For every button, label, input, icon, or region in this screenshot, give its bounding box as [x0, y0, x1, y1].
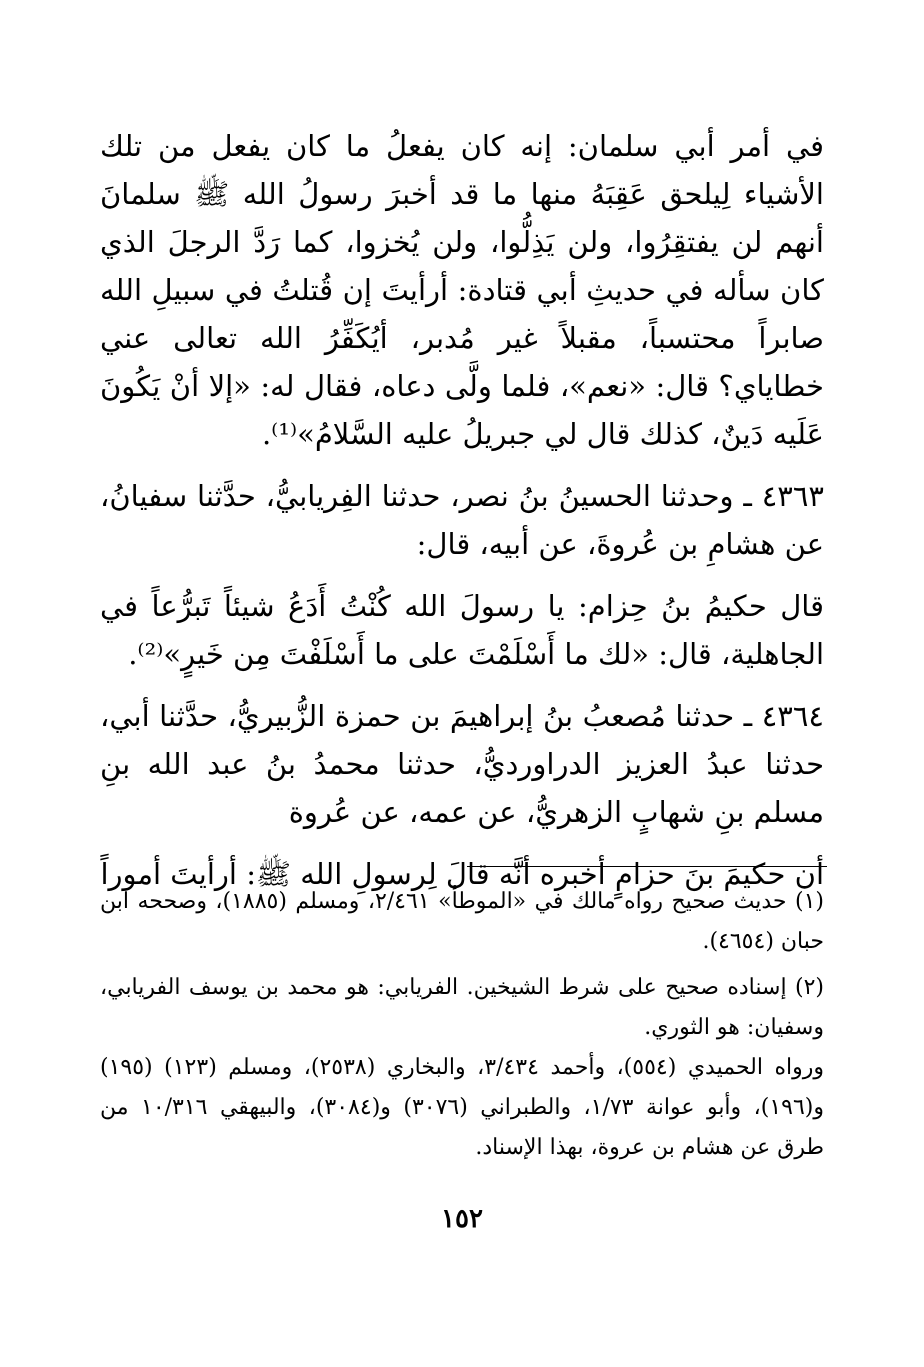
footnote-divider — [467, 866, 827, 867]
footnote-2-continuation: ورواه الحميدي (٥٥٤)، وأحمد ٣/٤٣٤، والبخاري (٢٥٣٨)، ومسلم (١٢٣) (١٩٥) و(١٩٦)، وأبو عوانة ١/٧٣، والطبراني (٣٠٧٦) و(٣٠٨٤)، والبيهقي ١٠/٣١٦ من طرق عن هشام بن عروة، بهذا الإسناد. — [100, 1055, 824, 1160]
paragraph-hadith-4363-isnad: ٤٣٦٣ ـ وحدثنا الحسينُ بنُ نصر، حدثنا الفِريابيُّ، حدَّثنا سفيانُ، عن هشامِ بن عُروةَ، عن أبيه، قال: — [100, 479, 824, 561]
footnotes — [100, 882, 824, 1174]
paragraph-hadith-4364-isnad: ٤٣٦٤ ـ حدثنا مُصعبُ بنُ إبراهيمَ بن حمزة الزُّبيريُّ، حدَّثنا أبي، حدثنا عبدُ العزيز الدراورديُّ، حدثنا محمدُ بنُ عبد الله بنِ مسلم بنِ شهابٍ الزهريُّ، عن عمه، عن عُروة — [100, 699, 824, 829]
main-text — [100, 122, 824, 908]
footnote-2: (٢) إسناده صحيح على شرط الشيخين. الفريابي: هو محمد بن يوسف الفريابي، وسفيان: هو الثوري. — [100, 975, 824, 1040]
paragraph-abu-salman: في أمر أبي سلمان: إنه كان يفعلُ ما كان يفعل من تلك الأشياء لِيلحق عَقِبَهُ منها ما قد أخبرَ رسولُ الله ﷺ سلمانَ أنهم لن يفتقِرُوا، ولن يَذِلُّوا، ولن يُخزوا، كما رَدَّ الرجلَ الذي كان سأله في حديثِ أبي قتادة: أرأيتَ إن قُتلتُ في سبيلِ الله صابراً محتسباً، مقبلاً غير مُدبر، أيُكَفِّرُ الله تعالى عني خطاياي؟ قال: «نعم»، فلما ولَّى دعاه، فقال له: «إلا أنْ يَكُونَ عَلَيه دَينٌ، كذلك قال لي جبريلُ عليه السَّلامُ»⁽¹⁾. — [100, 129, 824, 451]
paragraph-hadith-4363-matn: قال حكيمُ بنُ حِزام: يا رسولَ الله كُنْتُ أَدَعُ شيئاً تَبرُّعاً في الجاهلية، قال: «لك ما أَسْلَمْتَ على ما أَسْلَفْتَ مِن خَيرٍ»⁽²⁾. — [100, 589, 824, 671]
page-number: ١٥٢ — [441, 1204, 483, 1234]
paragraph-hadith-4364-matn: أن حكيمَ بنَ حزامٍ أخبره أنَّه قالَ لِرسولِ الله ﷺ: أرأيتَ أموراً — [100, 857, 824, 891]
footnote-1: (١) حديث صحيح رواه مالك في «الموطأ» ٢/٤٦١، ومسلم (١٨٨٥)، وصححه ابن حبان (٤٦٥٤). — [100, 889, 824, 954]
